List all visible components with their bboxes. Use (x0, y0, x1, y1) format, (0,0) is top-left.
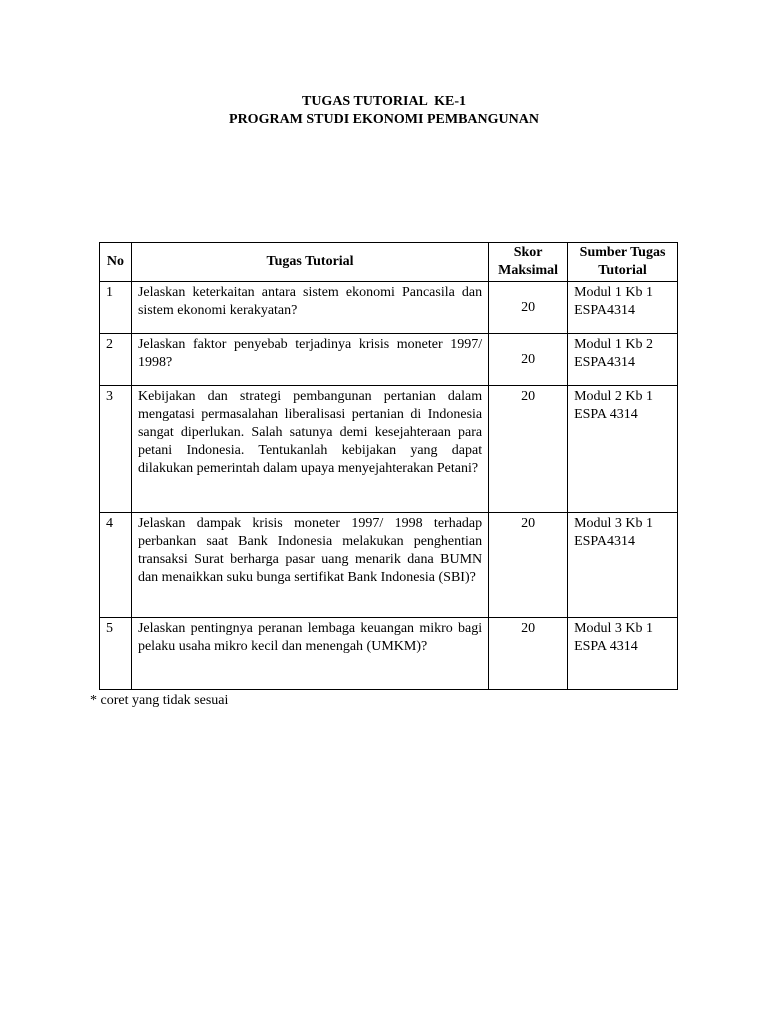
row-task: Jelaskan keterkaitan antara sistem ekonomi Pancasila dan sistem ekonomi kerakyatan? (131, 282, 488, 334)
row-task: Kebijakan dan strategi pembangunan pertanian dalam mengatasi permasalahan liberalisasi pertanian di Indonesia sangat diperlukan. Salah satunya demi kesejahteraan para petani Indonesia. Tentukanlah kebijakan yang dapat dilakukan pemerintah dalam upaya menyejahterakan Petani? (131, 386, 488, 513)
row-score: 20 (489, 618, 568, 690)
row-source (568, 618, 678, 690)
table-row (100, 282, 678, 334)
table-row (100, 386, 678, 513)
header-score: Skor Maksimal (489, 243, 568, 282)
row-source-code: ESPA4314 (574, 355, 636, 370)
table-row (100, 618, 678, 690)
row-source-module: Modul 3 Kb 1 (574, 516, 654, 531)
row-score: 20 (489, 386, 568, 513)
table-header-row (100, 243, 678, 282)
row-score: 20 (489, 334, 568, 386)
table-row (100, 513, 678, 618)
row-source-module: Modul 1 Kb 1 (574, 285, 654, 300)
table-row (100, 334, 678, 386)
header-task: Tugas Tutorial (131, 243, 488, 282)
row-source-code: ESPA 4314 (574, 639, 638, 654)
row-score: 20 (489, 282, 568, 334)
row-task: Jelaskan dampak krisis moneter 1997/ 1998 terhadap perbankan saat Bank Indonesia melakukan penghentian transaksi Surat berharga pasar uang menarik dana BUMN dan menaikkan suku bunga sertifikat Bank Indonesia (SBI)? (131, 513, 488, 618)
row-source (568, 513, 678, 618)
row-source-code: ESPA 4314 (574, 407, 638, 422)
row-no: 4 (100, 513, 132, 618)
header-no: No (100, 243, 132, 282)
row-source-module: Modul 1 Kb 2 (574, 337, 654, 352)
row-no: 2 (100, 334, 132, 386)
row-no: 1 (100, 282, 132, 334)
title-line-2: PROGRAM STUDI EKONOMI PEMBANGUNAN (229, 112, 539, 127)
row-source-code: ESPA4314 (574, 534, 636, 549)
row-task: Jelaskan pentingnya peranan lembaga keuangan mikro bagi pelaku usaha mikro kecil dan menengah (UMKM)? (131, 618, 488, 690)
row-task: Jelaskan faktor penyebab terjadinya krisis moneter 1997/ 1998? (131, 334, 488, 386)
tutorial-task-table (99, 242, 678, 690)
row-source (568, 386, 678, 513)
row-source (568, 334, 678, 386)
row-score: 20 (489, 513, 568, 618)
row-no: 5 (100, 618, 132, 690)
document-title (0, 93, 768, 129)
footnote: * coret yang tidak sesuai (90, 693, 229, 708)
row-source-module: Modul 3 Kb 1 (574, 621, 654, 636)
row-no: 3 (100, 386, 132, 513)
row-source (568, 282, 678, 334)
row-source-code: ESPA4314 (574, 303, 636, 318)
row-source-module: Modul 2 Kb 1 (574, 389, 654, 404)
header-source: Sumber Tugas Tutorial (568, 243, 678, 282)
title-line-1: TUGAS TUTORIAL KE-1 (301, 94, 467, 109)
